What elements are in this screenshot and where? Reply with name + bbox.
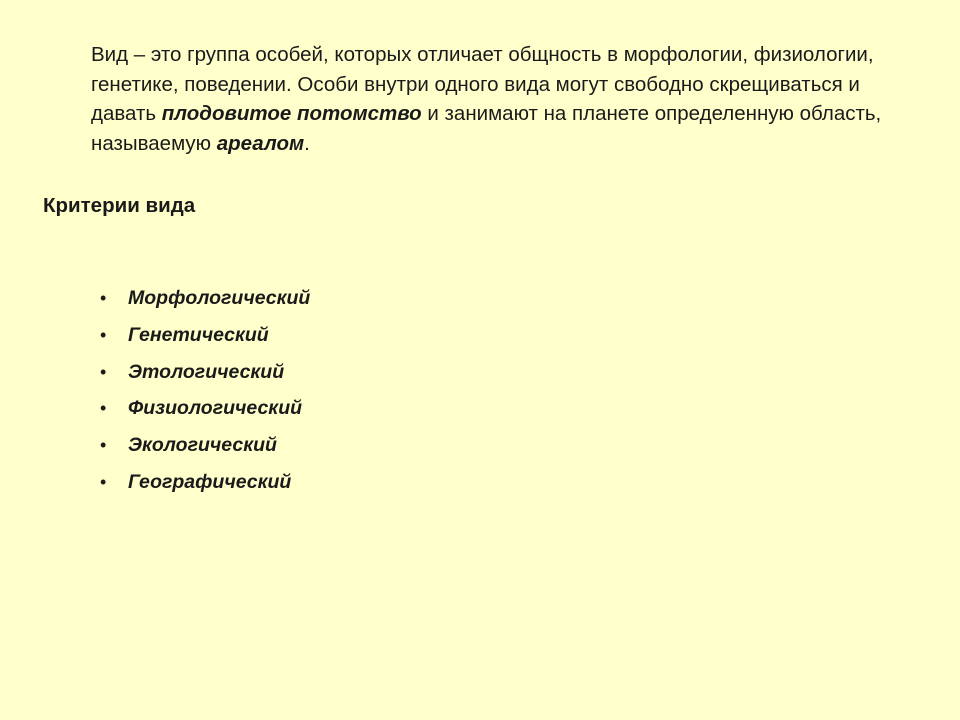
definition-text-2: и занимают на планете определенную область, называемую	[91, 102, 882, 155]
criteria-list	[100, 284, 310, 505]
criteria-item-physiological	[100, 394, 310, 431]
bullet-icon: •	[100, 398, 107, 419]
criteria-item-ethological	[100, 358, 310, 395]
species-definition	[91, 40, 891, 158]
definition-text-1: Вид – это группа особей, которых отличает общность в морфологии, физиологии, генетике, поведении. Особи внутри одного вида могут свободно скрещиваться и давать	[91, 43, 874, 125]
criteria-item-genetic	[100, 321, 310, 358]
criteria-item-label: Географический	[128, 470, 292, 493]
bullet-icon: •	[100, 361, 107, 382]
criteria-item-label: Генетический	[128, 323, 269, 346]
criteria-item-label: Экологический	[128, 434, 277, 457]
criteria-item-morphological	[100, 284, 310, 321]
definition-emphasis-range: ареалом	[216, 131, 305, 155]
definition-emphasis-fertile-offspring: плодовитое потомство	[161, 102, 422, 125]
criteria-item-label: Морфологический	[128, 287, 311, 309]
bullet-icon: •	[100, 288, 107, 308]
criteria-item-label: Физиологический	[128, 397, 303, 420]
bullet-icon: •	[100, 471, 107, 492]
criteria-item-geographical	[100, 468, 310, 505]
bullet-icon: •	[100, 435, 107, 456]
definition-text-3: .	[304, 131, 310, 155]
criteria-item-ecological	[100, 431, 310, 468]
bullet-icon: •	[100, 324, 107, 345]
criteria-heading: Критерии вида	[43, 194, 196, 217]
criteria-item-label: Этологический	[128, 360, 285, 383]
